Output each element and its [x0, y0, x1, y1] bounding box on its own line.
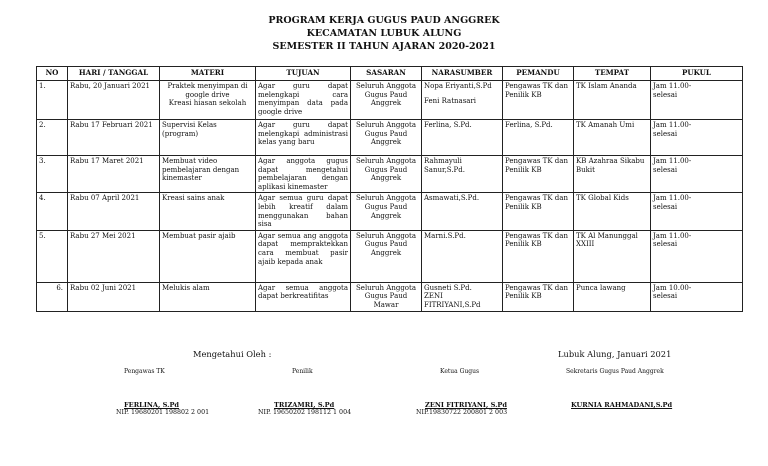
pukul-line: selesai: [653, 165, 678, 174]
cell-pemandu: [503, 230, 574, 282]
nip-ketua-gugus: NIP.19830722 200801 2 003: [416, 409, 508, 416]
cell-pukul: [651, 193, 743, 230]
sasaran-line: Gugus Paud Anggrek: [364, 240, 408, 257]
cell-materi: [160, 156, 256, 193]
pukul-line: Jam 11.00-: [653, 157, 692, 165]
cell-materi: [160, 193, 256, 230]
cell-sasaran: [351, 193, 422, 230]
cell-no: 5.: [37, 230, 68, 282]
cell-date: Rabu 27 Mei 2021: [68, 230, 160, 282]
cell-sasaran: [351, 120, 422, 156]
cell-date: Rabu 02 Juni 2021: [68, 282, 160, 311]
sasaran-line: Seluruh Anggota: [356, 82, 416, 90]
col-header-date: HARI / TANGGAL: [68, 67, 160, 81]
role-penilik: Penilik: [292, 368, 313, 375]
pemandu-line: Ferlina, S.Pd.: [505, 121, 553, 129]
narasumber-line: Marni.S.Pd.: [424, 231, 466, 240]
pemandu-line: Penilik KB: [505, 292, 542, 301]
col-header-narasumber: NARASUMBER: [422, 67, 503, 81]
materi-line: Membuat video: [162, 157, 218, 165]
role-ketua-gugus: Ketua Gugus: [440, 368, 480, 375]
cell-tempat: TK Amanah Umi: [574, 120, 651, 156]
pemandu-line: Pengawas TK dan: [505, 194, 568, 203]
cell-narasumber: [422, 193, 503, 230]
cell-tujuan: Agar semua guru dapat lebih kreatif dalam menggunakan bahan sisa: [256, 193, 351, 230]
cell-sasaran: [351, 81, 422, 120]
title-line-2: KECAMATAN LUBUK ALUNG: [306, 28, 462, 39]
table-row: [37, 156, 743, 193]
cell-tujuan: Agar guru dapat melengkapi administrasi kelas yang baru: [256, 120, 351, 156]
table-row: [37, 120, 743, 156]
cell-materi: [160, 230, 256, 282]
col-header-materi: MATERI: [160, 67, 256, 81]
cell-pemandu: [503, 282, 574, 311]
cell-tujuan: Agar anggota gugus dapat mengetahui pembelajaran dengan aplikasi kinemaster: [256, 156, 351, 193]
materi-line: pembelajaran dengan: [162, 165, 240, 174]
mengetahui-label: Mengetahui Oleh :: [193, 349, 272, 359]
document-title: [0, 14, 768, 53]
pukul-line: selesai: [653, 292, 678, 301]
table-row: [37, 282, 743, 311]
sasaran-line: Gugus Paud Mawar: [364, 292, 408, 309]
pemandu-line: Penilik KB: [505, 165, 542, 174]
cell-pukul: [651, 230, 743, 282]
pemandu-line: Pengawas TK dan: [505, 283, 568, 292]
materi-line: Supervisi Kelas (program): [162, 121, 217, 138]
cell-narasumber: [422, 230, 503, 282]
pukul-line: Jam 11.00-: [653, 231, 692, 240]
cell-pemandu: [503, 120, 574, 156]
sasaran-line: Seluruh Anggota: [356, 157, 416, 165]
nip-penilik: NIP. 19650202 198112 1 004: [258, 409, 352, 416]
cell-tujuan: Agar guru dapat melengkapi cara menyimpan data pada google drive: [256, 81, 351, 120]
materi-line: Membuat pasir ajaib: [162, 231, 236, 240]
cell-pemandu: [503, 156, 574, 193]
cell-date: Rabu 17 Februari 2021: [68, 120, 160, 156]
cell-tujuan: Agar semua ang anggota dapat mempraktekkan cara membuat pasir ajaib kepada anak: [256, 230, 351, 282]
name-penilik: TRIZAMRI, S.Pd: [274, 401, 335, 409]
col-header-tempat: TEMPAT: [574, 67, 651, 81]
narasumber-line: ZENI FITRIYANI,S.Pd: [424, 292, 481, 309]
materi-line: Praktek menyimpan di: [167, 82, 248, 90]
cell-pukul: [651, 81, 743, 120]
sasaran-line: Seluruh Anggota: [356, 194, 416, 203]
table-row: [37, 193, 743, 230]
cell-narasumber: [422, 81, 503, 120]
narasumber-line: Gusneti S.Pd.: [424, 283, 472, 292]
name-sekretaris: KURNIA RAHMADANI,S.Pd: [571, 401, 673, 409]
cell-sasaran: [351, 156, 422, 193]
cell-narasumber: [422, 156, 503, 193]
pemandu-line: Pengawas TK dan: [505, 157, 568, 165]
cell-tempat: TK Global Kids: [574, 193, 651, 230]
pukul-line: Jam 11.00-: [653, 121, 692, 129]
pukul-line: Jam 11.00-: [653, 82, 692, 90]
name-pengawas: FERLINA, S.Pd: [124, 401, 180, 409]
place-date: Lubuk Alung, Januari 2021: [558, 349, 672, 359]
sasaran-line: Gugus Paud Anggrek: [364, 129, 408, 147]
table-row: [37, 81, 743, 120]
pemandu-line: Pengawas TK dan: [505, 231, 568, 240]
pukul-line: Jam 11.00-: [653, 194, 692, 203]
narasumber-line: Nopa Eriyanti,S.Pd: [424, 82, 492, 90]
cell-date: Rabu 17 Maret 2021: [68, 156, 160, 193]
sasaran-line: Gugus Paud Anggrek: [364, 90, 408, 108]
col-header-tujuan: TUJUAN: [256, 67, 351, 81]
cell-date: Rabu 07 April 2021: [68, 193, 160, 230]
cell-materi: [160, 282, 256, 311]
role-sekretaris: Sekretaris Gugus Paud Anggrek: [566, 368, 664, 375]
col-header-pemandu: PEMANDU: [503, 67, 574, 81]
cell-no: 4.: [37, 193, 68, 230]
materi-line: google drive: [185, 90, 230, 99]
sasaran-line: Seluruh Anggota: [356, 231, 416, 240]
cell-pemandu: [503, 81, 574, 120]
pukul-line: selesai: [653, 129, 678, 138]
name-ketua-gugus: ZENI FITRIYANI, S.Pd: [425, 401, 507, 409]
materi-line: kinemaster: [162, 174, 202, 183]
cell-no: 3.: [37, 156, 68, 193]
cell-no: 2.: [37, 120, 68, 156]
role-pengawas: Pengawas TK: [124, 368, 165, 375]
col-header-pukul: PUKUL: [651, 67, 743, 81]
cell-pukul: [651, 156, 743, 193]
pukul-line: selesai: [653, 240, 678, 249]
cell-tempat: KB Azahraa Sikabu Bukit: [574, 156, 651, 193]
narasumber-line: Rahmayuli: [424, 157, 462, 165]
sasaran-line: Seluruh Anggota: [356, 283, 416, 292]
narasumber-line: Ferlina, S.Pd.: [424, 121, 472, 129]
cell-tempat: TK Islam Ananda: [574, 81, 651, 120]
cell-pemandu: [503, 193, 574, 230]
materi-line: Kreasi hiasan sekolah: [168, 99, 247, 108]
pemandu-line: Penilik KB: [505, 240, 542, 249]
pukul-line: selesai: [653, 202, 678, 211]
narasumber-line: Feni Ratnasari: [424, 96, 477, 105]
table-header-row: [37, 67, 743, 81]
materi-line: Kreasi sains anak: [162, 194, 225, 203]
sasaran-line: Gugus Paud Anggrek: [364, 202, 408, 220]
sasaran-line: Gugus Paud Anggrek: [364, 165, 408, 183]
cell-narasumber: [422, 120, 503, 156]
cell-sasaran: [351, 230, 422, 282]
cell-no: 1.: [37, 81, 68, 120]
pemandu-line: Penilik KB: [505, 202, 542, 211]
sasaran-line: Seluruh Anggota: [356, 121, 416, 129]
cell-narasumber: [422, 282, 503, 311]
narasumber-line: Asmawati,S.Pd.: [424, 194, 480, 203]
pemandu-line: Pengawas TK dan: [505, 82, 568, 90]
program-table: [36, 66, 743, 312]
table-row: [37, 230, 743, 282]
cell-pukul: [651, 120, 743, 156]
cell-tujuan: Agar semua anggota dapat berkreatifitas: [256, 282, 351, 311]
cell-materi: [160, 81, 256, 120]
cell-tempat: TK Al Manunggal XXIII: [574, 230, 651, 282]
cell-no: 6.: [37, 282, 68, 311]
cell-sasaran: [351, 282, 422, 311]
nip-pengawas: NIP. 19680201 198802 2 001: [116, 409, 210, 416]
col-header-no: NO: [37, 67, 68, 81]
cell-tempat: Punca lawang: [574, 282, 651, 311]
pukul-line: selesai: [653, 90, 678, 99]
cell-date: Rabu, 20 Januari 2021: [68, 81, 160, 120]
cell-pukul: [651, 282, 743, 311]
cell-materi: [160, 120, 256, 156]
col-header-sasaran: SASARAN: [351, 67, 422, 81]
pemandu-line: Penilik KB: [505, 90, 542, 99]
narasumber-line: Sanur,S.Pd.: [424, 165, 465, 174]
title-line-1: PROGRAM KERJA GUGUS PAUD ANGGREK: [268, 15, 500, 26]
pukul-line: Jam 10.00-: [653, 283, 692, 292]
title-line-3: SEMESTER II TAHUN AJARAN 2020-2021: [272, 41, 496, 52]
materi-line: Melukis alam: [162, 283, 210, 292]
